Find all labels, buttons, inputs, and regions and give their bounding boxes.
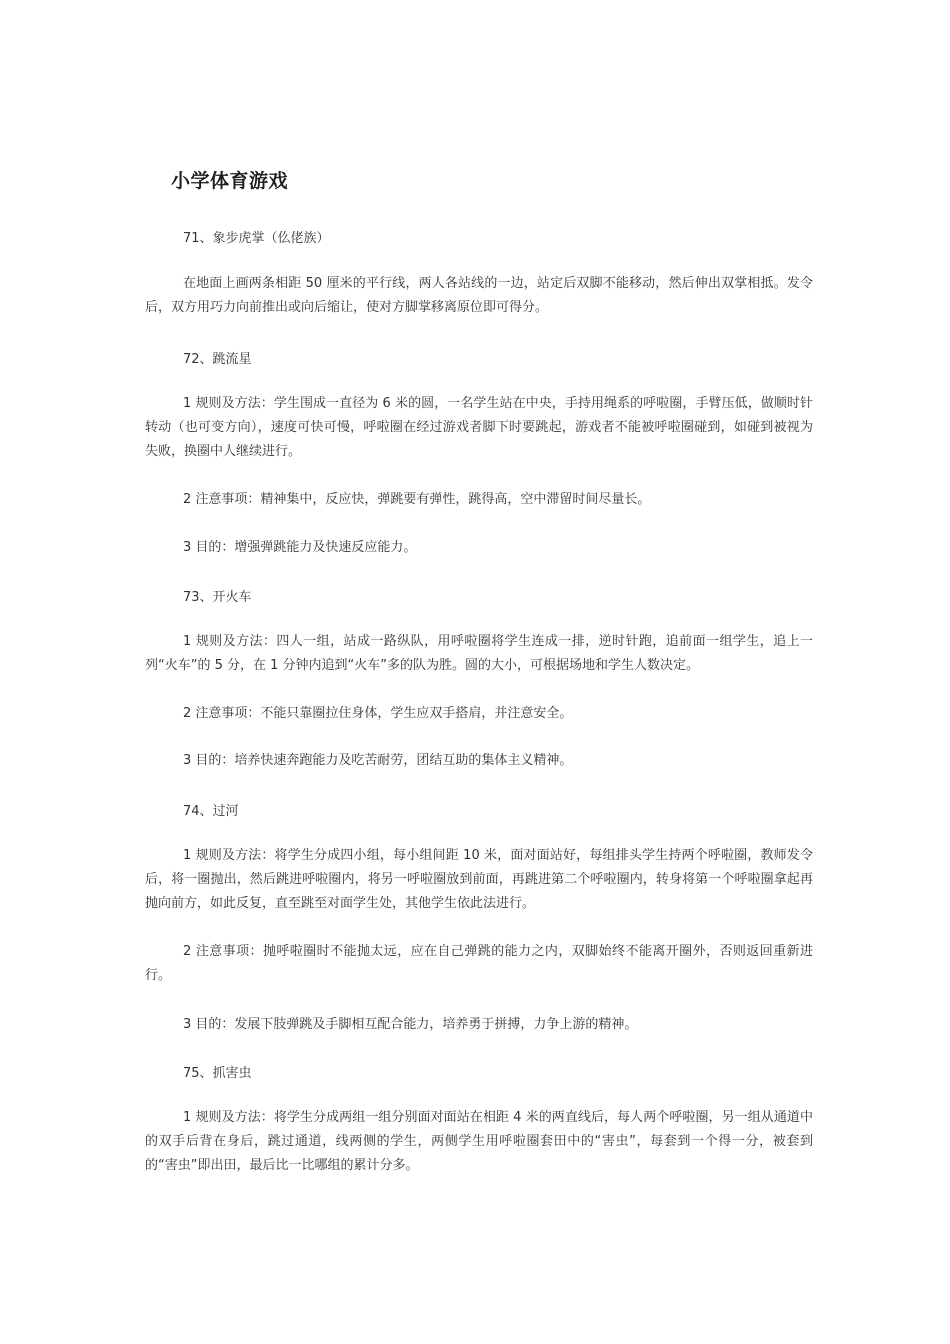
section-heading-72: 72、跳流星 [183, 352, 252, 367]
section-74-notes: 2 注意事项：抛呼啦圈时不能抛太远，应在自己弹跳的能力之内，双脚始终不能离开圈外，否则返回重新进行。 [145, 944, 813, 983]
section-74-rules: 1 规则及方法：将学生分成四小组，每小组间距 10 米，面对面站好，每组排头学生持两个呼啦圈，教师发令后，将一圈抛出，然后跳进呼啦圈内，将另一呼啦圈放到前面，再跳进第二个呼啦圈内，转身将第一个呼啦圈拿起再抛向前方，如此反复，直至跳至对面学生处，其他学生依此法进行。 [145, 848, 813, 911]
section-73-notes: 2 注意事项：不能只靠圈拉住身体，学生应双手搭肩，并注意安全。 [183, 706, 573, 721]
document-title: 小学体育游戏 [171, 170, 289, 192]
section-heading-74: 74、过河 [183, 804, 239, 819]
section-73-purpose: 3 目的：培养快速奔跑能力及吃苦耐劳，团结互助的集体主义精神。 [183, 753, 573, 768]
section-heading-71: 71、象步虎掌（仫佬族） [183, 231, 330, 246]
section-71-paragraph-1: 在地面上画两条相距 50 厘米的平行线，两人各站线的一边，站定后双脚不能移动，然后伸出双掌相抵。发令后，双方用巧力向前推出或向后缩让，使对方脚掌移离原位即可得分。 [145, 276, 813, 315]
section-73-rules: 1 规则及方法：四人一组，站成一路纵队，用呼啦圈将学生连成一排，逆时针跑，追前面一组学生，追上一列“火车”的 5 分，在 1 分钟内追到“火车”多的队为胜。圆的大小，可根据场地和学生人数决定。 [145, 634, 813, 673]
section-74-purpose: 3 目的：发展下肢弹跳及手脚相互配合能力，培养勇于拼搏，力争上游的精神。 [183, 1017, 638, 1032]
section-75-rules: 1 规则及方法：将学生分成两组一组分别面对面站在相距 4 米的两直线后，每人两个呼啦圈，另一组从通道中的双手后背在身后，跳过通道，线两侧的学生，两侧学生用呼啦圈套田中的“害虫”，每套到一个得一分，被套到的“害虫”即出田，最后比一比哪组的累计分多。 [145, 1110, 813, 1173]
section-72-notes: 2 注意事项：精神集中，反应快，弹跳要有弹性，跳得高，空中滞留时间尽量长。 [183, 492, 651, 507]
section-72-purpose: 3 目的：增强弹跳能力及快速反应能力。 [183, 540, 417, 555]
section-72-rules: 1 规则及方法：学生围成一直径为 6 米的圆，一名学生站在中央，手持用绳系的呼啦圈，手臂压低，做顺时针转动（也可变方向），速度可快可慢，呼啦圈在经过游戏者脚下时要跳起，游戏者不能被呼啦圈碰到，如碰到被视为失败，换圈中人继续进行。 [145, 396, 813, 459]
section-heading-75: 75、抓害虫 [183, 1066, 252, 1081]
section-heading-73: 73、开火车 [183, 590, 252, 605]
